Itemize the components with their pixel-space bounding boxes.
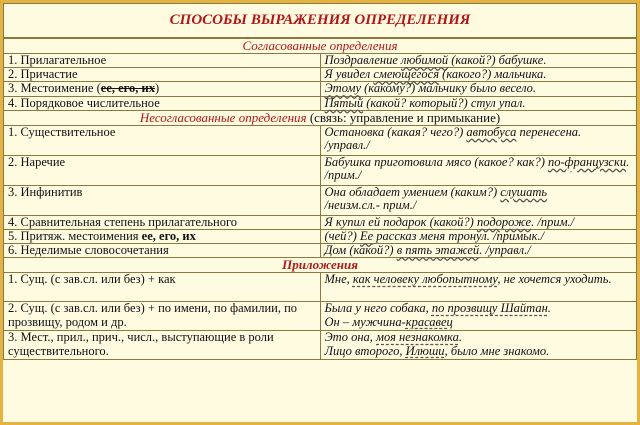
row-example: Бабушка приготовила мясо (какое? как?) по-французски. /прим./ [320,155,637,185]
row-type: 1. Сущ. (с зав.сл. или без) + как [4,273,321,302]
row-example: Остановка (какая? чего?) автобуса перенесена. /управл./ [320,125,637,155]
row-example: Пятый (какой? который?) стул упал. [320,96,637,110]
row-example: Этому (какому?) мальчику было весело. [320,82,637,96]
row-example: (чей?) Ее рассказ меня тронул. /примык./ [320,230,637,244]
table-row [4,185,637,215]
row-type: 2. Причастие [4,68,321,82]
row-type: 2. Наречие [4,155,321,185]
row-example: Была у него собака, по прозвищу Шайтан. Он – мужчина-красавец [320,302,637,331]
table-row [4,82,637,96]
row-type: 3. Инфинитив [4,185,321,215]
row-example: Мне, как человеку любопытному, не хочется уходить. [320,273,637,302]
row-type: 3. Местоимение (ее, его, их) [4,82,321,96]
section-unagreed: Несогласованные определения (связь: управление и примыкание) [4,110,637,125]
row-example: Поздравление любимой (какой?) бабушке. [320,54,637,68]
table-title: СПОСОБЫ ВЫРАЖЕНИЯ ОПРЕДЕЛЕНИЯ [4,4,637,39]
row-type: 3. Мест., прил., прич., числ., выступающие в роли существительного. [4,331,321,360]
table-row [4,68,637,82]
table-row [4,244,637,258]
table-row [4,96,637,110]
row-example: Она обладает умением (каким?) слушать /неизм.сл.- прим./ [320,185,637,215]
row-example: Дом (какой?) в пять этажей. /управл./ [320,244,637,258]
row-type: 2. Сущ. (с зав.сл. или без) + по имени, по фамилии, по прозвищу, родом и др. [4,302,321,331]
row-type: 1. Существительное [4,125,321,155]
row-type: 6. Неделимые словосочетания [4,244,321,258]
row-example: Я купил ей подарок (какой?) подороже. /прим./ [320,215,637,229]
table-row [4,302,637,331]
section-appositions: Приложения [4,258,637,273]
row-type: 4. Сравнительная степень прилагательного [4,215,321,229]
row-type: 1. Прилагательное [4,54,321,68]
table-row [4,273,637,302]
table-row [4,54,637,68]
table-row [4,125,637,155]
section-agreed: Согласованные определения [4,38,637,54]
table-row [4,230,637,244]
row-type: 5. Притяж. местоимения ее, его, их [4,230,321,244]
table-row [4,331,637,360]
row-example: Я увидел смеющегося (какого?) мальчика. [320,68,637,82]
table-row [4,215,637,229]
definitions-table [3,3,637,360]
row-type: 4. Порядковое числительное [4,96,321,110]
table-row [4,155,637,185]
row-example: Это она, моя незнакомка. Лицо второго, Илюши, было мне знакомо. [320,331,637,360]
